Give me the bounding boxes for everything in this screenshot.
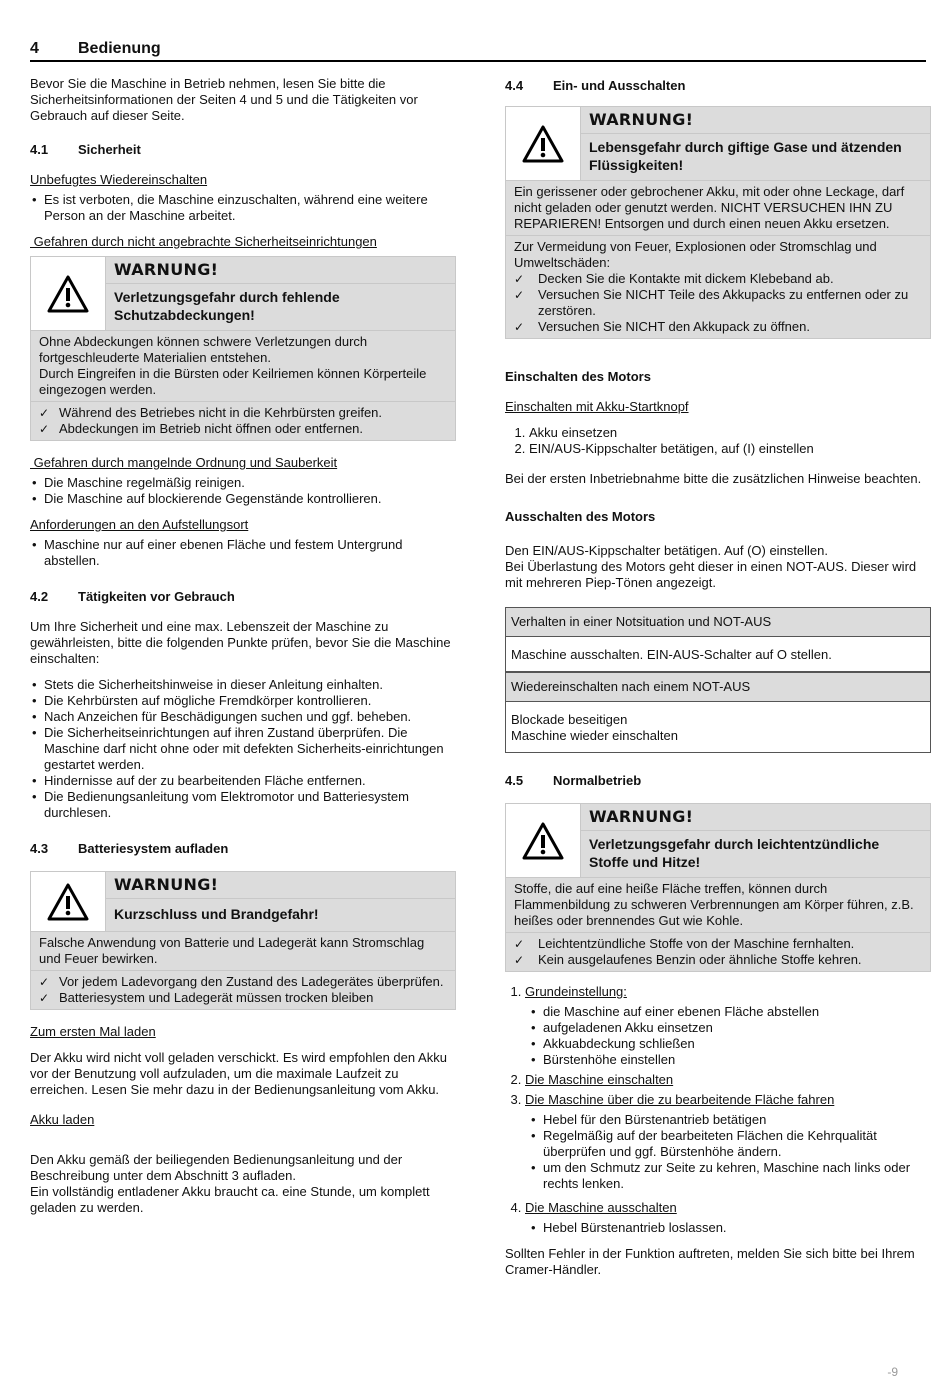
table-cell: Blockade beseitigen <box>511 712 628 727</box>
warning-heading: Verletzungsgefahr durch leichtentzündliche Stoffe und Hitze! <box>589 836 880 870</box>
list-item: • Die Maschine regelmäßig reinigen. <box>44 475 456 491</box>
check-item: ✓ Batteriesystem und Ladegerät müssen trocken bleiben <box>39 990 447 1006</box>
section-4-3-heading: 4.3 Batteriesystem aufladen <box>30 841 229 856</box>
warning-box-schutzabdeckungen <box>30 256 456 441</box>
einschalten-note: Bei der ersten Inbetriebnahme bitte die zusätzlichen Hinweise beachten. <box>505 471 922 486</box>
warning-triangle-icon <box>31 872 106 931</box>
subheading-unbefugtes: Unbefugtes Wiedereinschalten <box>30 172 208 187</box>
section-4-5-heading: 4.5 Normalbetrieb <box>505 773 642 788</box>
step-grundeinstellung: Grundeinstellung: <box>525 984 627 999</box>
bullet-list <box>525 1112 931 1192</box>
bullet-list <box>30 475 456 507</box>
ausschalten-heading: Ausschalten des Motors <box>505 509 656 524</box>
subheading-akku-laden: Akku laden <box>30 1112 95 1127</box>
list-item: • Hindernisse auf der zu bearbeitenden Fläche entfernen. <box>44 773 456 789</box>
warning-box-kurzschluss <box>30 871 456 1010</box>
numbered-list <box>505 984 931 1236</box>
check-item: ✓ Versuchen Sie NICHT Teile des Akkupacks zu entfernen oder zu zerstören. <box>514 287 922 319</box>
warning-heading: Lebensgefahr durch giftige Gase und ätzenden Flüssigkeiten! <box>589 139 902 173</box>
list-item: • Maschine nur auf einer ebenen Fläche und festem Untergrund abstellen. <box>44 537 456 569</box>
warning-label: WARNUNG! <box>106 257 455 284</box>
chapter-number: 4 <box>30 40 39 57</box>
check-item: ✓ Während des Betriebes nicht in die Kehrbürsten greifen. <box>39 405 447 421</box>
list-item: • aufgeladenen Akku einsetzen <box>543 1020 931 1036</box>
table-header: Wiedereinschalten nach einem NOT-AUS <box>506 672 930 702</box>
step-einschalten: Die Maschine einschalten <box>525 1072 674 1087</box>
check-item: ✓ Vor jedem Ladevorgang den Zustand des Ladegerätes überprüfen. <box>39 974 447 990</box>
table-cell: Maschine ausschalten. EIN-AUS-Schalter auf O stellen. <box>506 637 930 672</box>
step-ausschalten: Die Maschine ausschalten <box>525 1200 677 1215</box>
list-item: • Die Kehrbürsten auf mögliche Fremdkörper kontrollieren. <box>44 693 456 709</box>
warning-text: Ein gerissener oder gebrochener Akku, mit oder ohne Leckage, darf nicht geladen oder genutzt werden. NICHT VERSUCHEN IHN ZU REPARIEREN! Entsorgen und durch einen neuen Akku ersetzen. <box>514 184 905 231</box>
notaus-table <box>505 607 931 753</box>
intro-text: Bevor Sie die Maschine in Betrieb nehmen, lesen Sie bitte die Sicherheitsinformationen der Seiten 4 und 5 und die Tätigkeiten vor Gebrauch auf dieser Seite. <box>30 76 418 123</box>
table-header: Verhalten in einer Notsituation und NOT-AUS <box>506 608 930 637</box>
list-item: • Hebel Bürstenantrieb loslassen. <box>543 1220 931 1236</box>
warning-text: Zur Vermeidung von Feuer, Explosionen oder Stromschlag und Umweltschäden: <box>514 239 877 270</box>
list-item: • Bürstenhöhe einstellen <box>543 1052 931 1068</box>
closing-text: Sollten Fehler in der Funktion auftreten, melden Sie sich bitte bei Ihrem Cramer-Händler. <box>505 1246 915 1277</box>
section-4-4-heading: 4.4 Ein- und Ausschalten <box>505 78 686 93</box>
list-item: 1. Akku einsetzen <box>529 425 931 441</box>
subheading-ordnung: Gefahren durch mangelnde Ordnung und Sauberkeit <box>30 455 338 470</box>
check-item: ✓ Versuchen Sie NICHT den Akkupack zu öffnen. <box>514 319 922 335</box>
table-cell: Maschine wieder einschalten <box>511 728 678 743</box>
warning-heading: Verletzungsgefahr durch fehlende Schutzabdeckungen! <box>114 289 340 323</box>
list-item: • Es ist verboten, die Maschine einzuschalten, während eine weitere Person an der Maschine arbeitet. <box>44 192 456 224</box>
section-4-2-intro: Um Ihre Sicherheit und eine max. Lebenszeit der Maschine zu gewährleisten, bitte die folgenden Punkte prüfen, bevor Sie die Maschine einschalten: <box>30 619 451 666</box>
warning-box-leichtentzuendlich <box>505 803 931 972</box>
warning-text: Ohne Abdeckungen können schwere Verletzungen durch fortgeschleuderte Materialien entstehen. <box>39 334 368 365</box>
subheading-sicherheitseinrichtungen: Gefahren durch nicht angebrachte Sicherheitseinrichtungen <box>30 234 377 249</box>
check-item: ✓ Abdeckungen im Betrieb nicht öffnen oder entfernen. <box>39 421 447 437</box>
warning-text: Stoffe, die auf eine heiße Fläche treffen, können durch Flammenbildung zu schweren Verbrennungen am Körper führen, z.B. heißes oder brennendes Gut wie Kohle. <box>514 881 914 928</box>
list-item: • Stets die Sicherheitshinweise in dieser Anleitung einhalten. <box>44 677 456 693</box>
list-item: • Regelmäßig auf der bearbeiteten Flächen die Kehrqualität überprüfen und ggf. Bürstenhöhe ändern. <box>543 1128 931 1160</box>
warning-label: WARNUNG! <box>581 804 930 831</box>
einschalten-heading: Einschalten des Motors <box>505 369 651 384</box>
list-item: 2. EIN/AUS-Kippschalter betätigen, auf (I) einstellen <box>529 441 931 457</box>
warning-label: WARNUNG! <box>581 107 930 134</box>
bullet-list <box>30 537 456 569</box>
bullet-list <box>30 192 456 224</box>
chapter-heading <box>30 38 926 62</box>
warning-label: WARNUNG! <box>106 872 455 899</box>
step-fahren: Die Maschine über die zu bearbeitende Fläche fahren <box>525 1092 835 1107</box>
akku-laden-text: Ein vollständig entladener Akku braucht ca. eine Stunde, um komplett geladen zu werden. <box>30 1184 430 1215</box>
page-number: -9 <box>887 1365 898 1379</box>
erstes-laden-text: Der Akku wird nicht voll geladen verschickt. Es wird empfohlen den Akku vor der Benutzung voll aufzuladen, um die maximale Laufzeit zu erreichen. Lesen Sie mehr dazu in der Bedienungsanleitung vom Akku. <box>30 1050 447 1097</box>
subheading-akku-startknopf: Einschalten mit Akku-Startknopf <box>505 399 689 414</box>
ausschalten-text: Bei Überlastung des Motors geht dieser in einen NOT-AUS. Dieser wird mit mehreren Piep-Tönen angezeigt. <box>505 559 917 590</box>
warning-triangle-icon <box>506 804 581 877</box>
list-item: • Die Bedienungsanleitung vom Elektromotor und Batteriesystem durchlesen. <box>44 789 456 821</box>
list-item: • um den Schmutz zur Seite zu kehren, Maschine nach links oder rechts lenken. <box>543 1160 931 1192</box>
list-item: • Nach Anzeichen für Beschädigungen suchen und ggf. beheben. <box>44 709 456 725</box>
warning-text: Durch Eingreifen in die Bürsten oder Keilriemen können Körperteile eingezogen werden. <box>39 366 427 397</box>
check-item: ✓ Kein ausgelaufenes Benzin oder ähnliche Stoffe kehren. <box>514 952 922 968</box>
warning-text: Falsche Anwendung von Batterie und Ladegerät kann Stromschlag und Feuer bewirken. <box>39 935 425 966</box>
list-item: • die Maschine auf einer ebenen Fläche abstellen <box>543 1004 931 1020</box>
warning-triangle-icon <box>506 107 581 180</box>
warning-heading: Kurzschluss und Brandgefahr! <box>114 906 319 922</box>
right-column <box>505 76 931 1278</box>
ausschalten-text: Den EIN/AUS-Kippschalter betätigen. Auf (O) einstellen. <box>505 543 828 558</box>
akku-laden-text: Den Akku gemäß der beiliegenden Bedienungsanleitung und der Beschreibung unter dem Abschnitt 3 aufladen. <box>30 1152 403 1183</box>
left-column <box>30 76 456 1216</box>
bullet-list <box>525 1220 931 1236</box>
numbered-list <box>505 425 931 457</box>
section-4-1-heading: 4.1 Sicherheit <box>30 142 141 157</box>
warning-triangle-icon <box>31 257 106 330</box>
check-item: ✓ Decken Sie die Kontakte mit dickem Klebeband ab. <box>514 271 922 287</box>
list-item: • Akkuabdeckung schließen <box>543 1036 931 1052</box>
list-item: • Hebel für den Bürstenantrieb betätigen <box>543 1112 931 1128</box>
subheading-erstes-laden: Zum ersten Mal laden <box>30 1024 156 1039</box>
subheading-aufstellungsort: Anforderungen an den Aufstellungsort <box>30 517 249 532</box>
chapter-title: Bedienung <box>78 40 161 57</box>
bullet-list <box>525 1004 931 1068</box>
check-item: ✓ Leichtentzündliche Stoffe von der Maschine fernhalten. <box>514 936 922 952</box>
section-4-2-heading: 4.2 Tätigkeiten vor Gebrauch <box>30 589 235 604</box>
list-item: • Die Sicherheitseinrichtungen auf ihren Zustand überprüfen. Die Maschine darf nicht ohne oder mit defekten Sicherheits-einrichtungen gestartet werden. <box>44 725 456 773</box>
warning-box-giftige-gase <box>505 106 931 339</box>
list-item: • Die Maschine auf blockierende Gegenstände kontrollieren. <box>44 491 456 507</box>
bullet-list <box>30 677 456 821</box>
